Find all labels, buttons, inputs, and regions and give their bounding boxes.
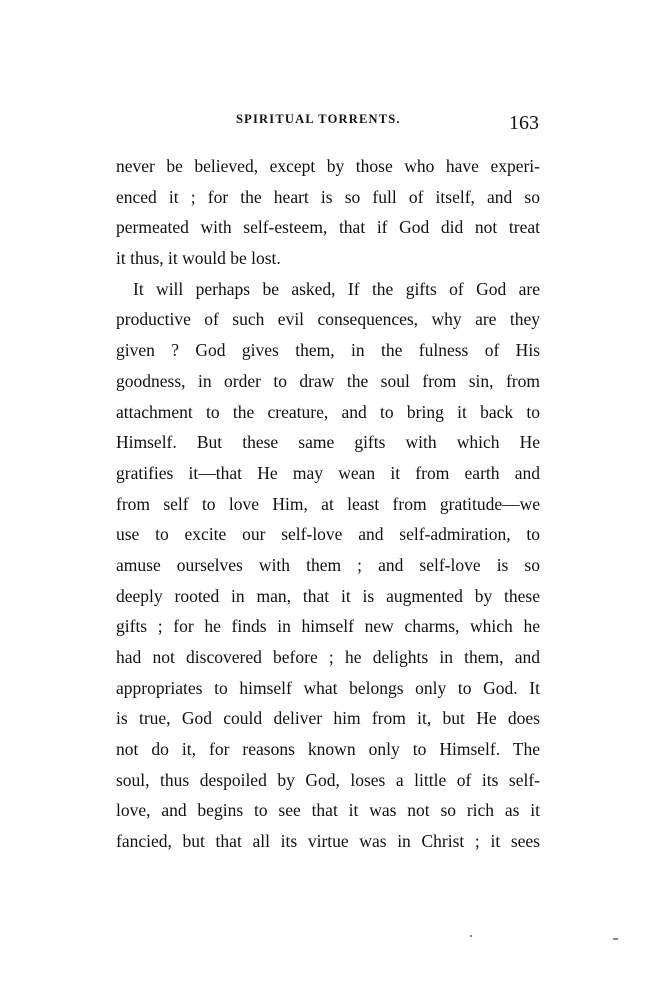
text-line: permeated with self-esteem, that if God did not treat — [116, 217, 540, 238]
text-line: appropriates to himself what belongs only to God. It — [116, 677, 540, 698]
text-line: soul, thus despoiled by God, loses a little of its self- — [116, 769, 540, 790]
text-line: deeply rooted in man, that it is augmented by these — [116, 585, 540, 606]
text-line: goodness, in order to draw the soul from sin, from — [116, 370, 540, 391]
text-line: productive of such evil consequences, why are they — [116, 309, 540, 330]
text-line: attachment to the creature, and to bring it back to — [116, 401, 540, 422]
text-line: Himself. But these same gifts with which He — [116, 432, 540, 453]
text-line: love, and begins to see that it was not so rich as it — [116, 800, 540, 821]
text-line: gratifies it—that He may wean it from earth and — [116, 462, 540, 483]
page-number: 163 — [509, 112, 539, 134]
text-line: not do it, for reasons known only to Himself. The — [116, 739, 540, 760]
running-header-title: SPIRITUAL TORRENTS. — [236, 112, 401, 126]
text-line: fancied, but that all its virtue was in Christ ; it sees — [116, 831, 540, 852]
text-line: use to excite our self-love and self-admiration, to — [116, 524, 540, 545]
text-line: It will perhaps be asked, If the gifts of God are — [133, 278, 540, 299]
text-line: had not discovered before ; he delights in them, and — [116, 647, 540, 667]
text-line: is true, God could deliver him from it, but He does — [116, 708, 540, 729]
body-text — [116, 151, 540, 857]
text-line: it thus, it would be lost. — [116, 248, 281, 269]
scan-speck — [613, 938, 618, 940]
text-line: gifts ; for he finds in himself new charms, which he — [116, 616, 540, 637]
text-line: amuse ourselves with them ; and self-love is so — [116, 554, 540, 575]
text-line: from self to love Him, at least from gratitude—we — [116, 493, 540, 514]
text-line: never be believed, except by those who have experi- — [116, 156, 540, 176]
scan-speck — [470, 935, 472, 937]
text-line: enced it ; for the heart is so full of itself, and so — [116, 186, 540, 207]
text-line: given ? God gives them, in the fulness of His — [116, 340, 540, 361]
